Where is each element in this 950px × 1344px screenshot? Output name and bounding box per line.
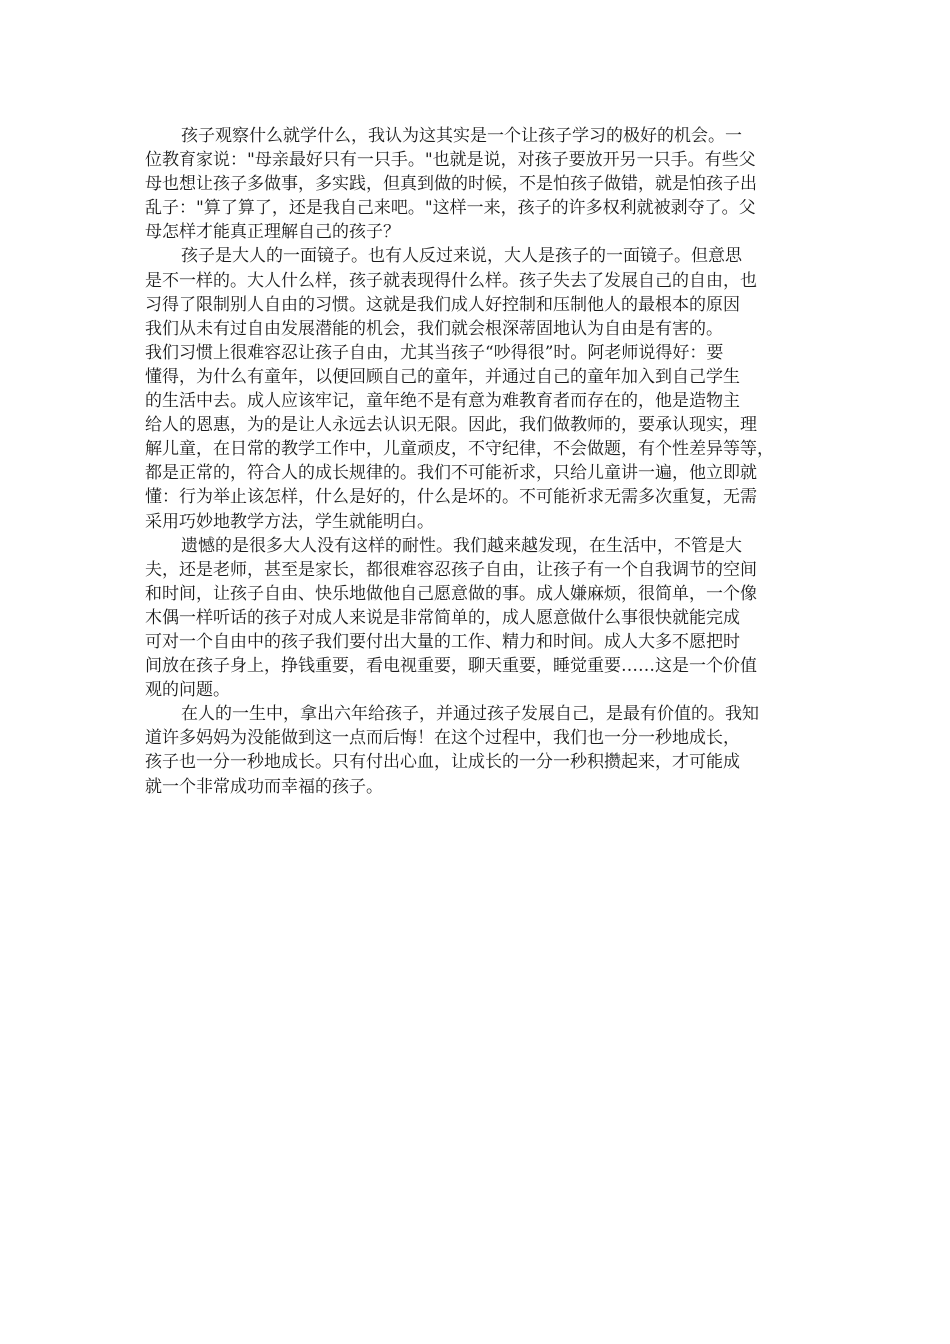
paragraph-4-line-5: 可对一个自由中的孩子我们要付出大量的工作、精力和时间。成人大多不愿把时 [145,631,740,652]
paragraph-3-line-6: 都是正常的，符合人的成长规律的。我们不可能祈求，只给儿童讲一遍，他立即就 [145,463,757,484]
paragraph-3-line-8: 采用巧妙地教学方法，学生就能明白。 [145,511,434,532]
paragraph-4-line-6: 间放在孩子身上，挣钱重要，看电视重要，聊天重要，睡觉重要……这是一个价值 [145,656,757,677]
paragraph-5-line-3: 孩子也一分一秒地成长。只有付出心血，让成长的一分一秒积攒起来，才可能成 [145,752,740,773]
paragraph-3-line-2: 懂得，为什么有童年，以便回顾自己的童年，并通过自己的童年加入到自己学生 [145,366,740,387]
paragraph-4-line-2: 夫，还是老师，甚至是家长，都很难容忍孩子自由，让孩子有一个自我调节的空间 [145,559,757,580]
paragraph-4-line-4: 木偶一样听话的孩子对成人来说是非常简单的，成人愿意做什么事很快就能完成 [145,607,740,628]
paragraph-2-line-3: 习得了限制别人自由的习惯。这就是我们成人好控制和压制他人的最根本的原因 [145,294,740,315]
paragraph-4-line-1: 遗憾的是很多大人没有这样的耐性。我们越来越发现，在生活中，不管是大 [181,535,742,556]
paragraph-1-line-4: 乱子："算了算了，还是我自己来吧。"这样一来，孩子的许多权利就被剥夺了。父 [145,198,756,219]
paragraph-5-line-2: 道许多妈妈为没能做到这一点而后悔！在这个过程中，我们也一分一秒地成长， [145,728,740,749]
paragraph-3-line-3: 的生活中去。成人应该牢记，童年绝不是有意为难教育者而存在的，他是造物主 [145,391,740,412]
paragraph-3-line-7: 懂：行为举止该怎样，什么是好的，什么是坏的。不可能祈求无需多次重复，无需 [145,487,757,508]
paragraph-1-line-2: 位教育家说："母亲最好只有一只手。"也就是说，对孩子要放开另一只手。有些父 [145,150,756,171]
paragraph-3-line-1: 我们习惯上很难容忍让孩子自由，尤其当孩子“吵得很”时。阿老师说得好：要 [145,342,724,363]
paragraph-3-line-5: 解儿童，在日常的教学工作中，儿童顽皮，不守纪律，不会做题，有个性差异等等， [145,439,774,460]
paragraph-1-line-3: 母也想让孩子多做事，多实践，但真到做的时候，不是怕孩子做错，就是怕孩子出 [145,174,757,195]
paragraph-5-line-4: 就一个非常成功而幸福的孩子。 [145,776,383,797]
paragraph-4-line-7: 观的问题。 [145,680,230,701]
paragraph-2-line-4: 我们从未有过自由发展潜能的机会，我们就会根深蒂固地认为自由是有害的。 [145,318,723,339]
paragraph-2-line-2: 是不一样的。大人什么样，孩子就表现得什么样。孩子失去了发展自己的自由，也 [145,270,757,291]
paragraph-5-line-1: 在人的一生中，拿出六年给孩子，并通过孩子发展自己，是最有价值的。我知 [181,704,759,725]
paragraph-1-line-1: 孩子观察什么就学什么，我认为这其实是一个让孩子学习的极好的机会。一 [181,126,742,146]
paragraph-3-line-4: 给人的恩惠，为的是让人永远去认识无限。因此，我们做教师的，要承认现实，理 [145,415,757,436]
paragraph-2-line-1: 孩子是大人的一面镜子。也有人反过来说，大人是孩子的一面镜子。但意思 [181,246,742,267]
paragraph-4-line-3: 和时间，让孩子自由、快乐地做他自己愿意做的事。成人嫌麻烦，很简单，一个像 [145,583,757,604]
body-text [145,124,810,799]
paragraph-1-line-5: 母怎样才能真正理解自己的孩子？ [145,222,400,243]
